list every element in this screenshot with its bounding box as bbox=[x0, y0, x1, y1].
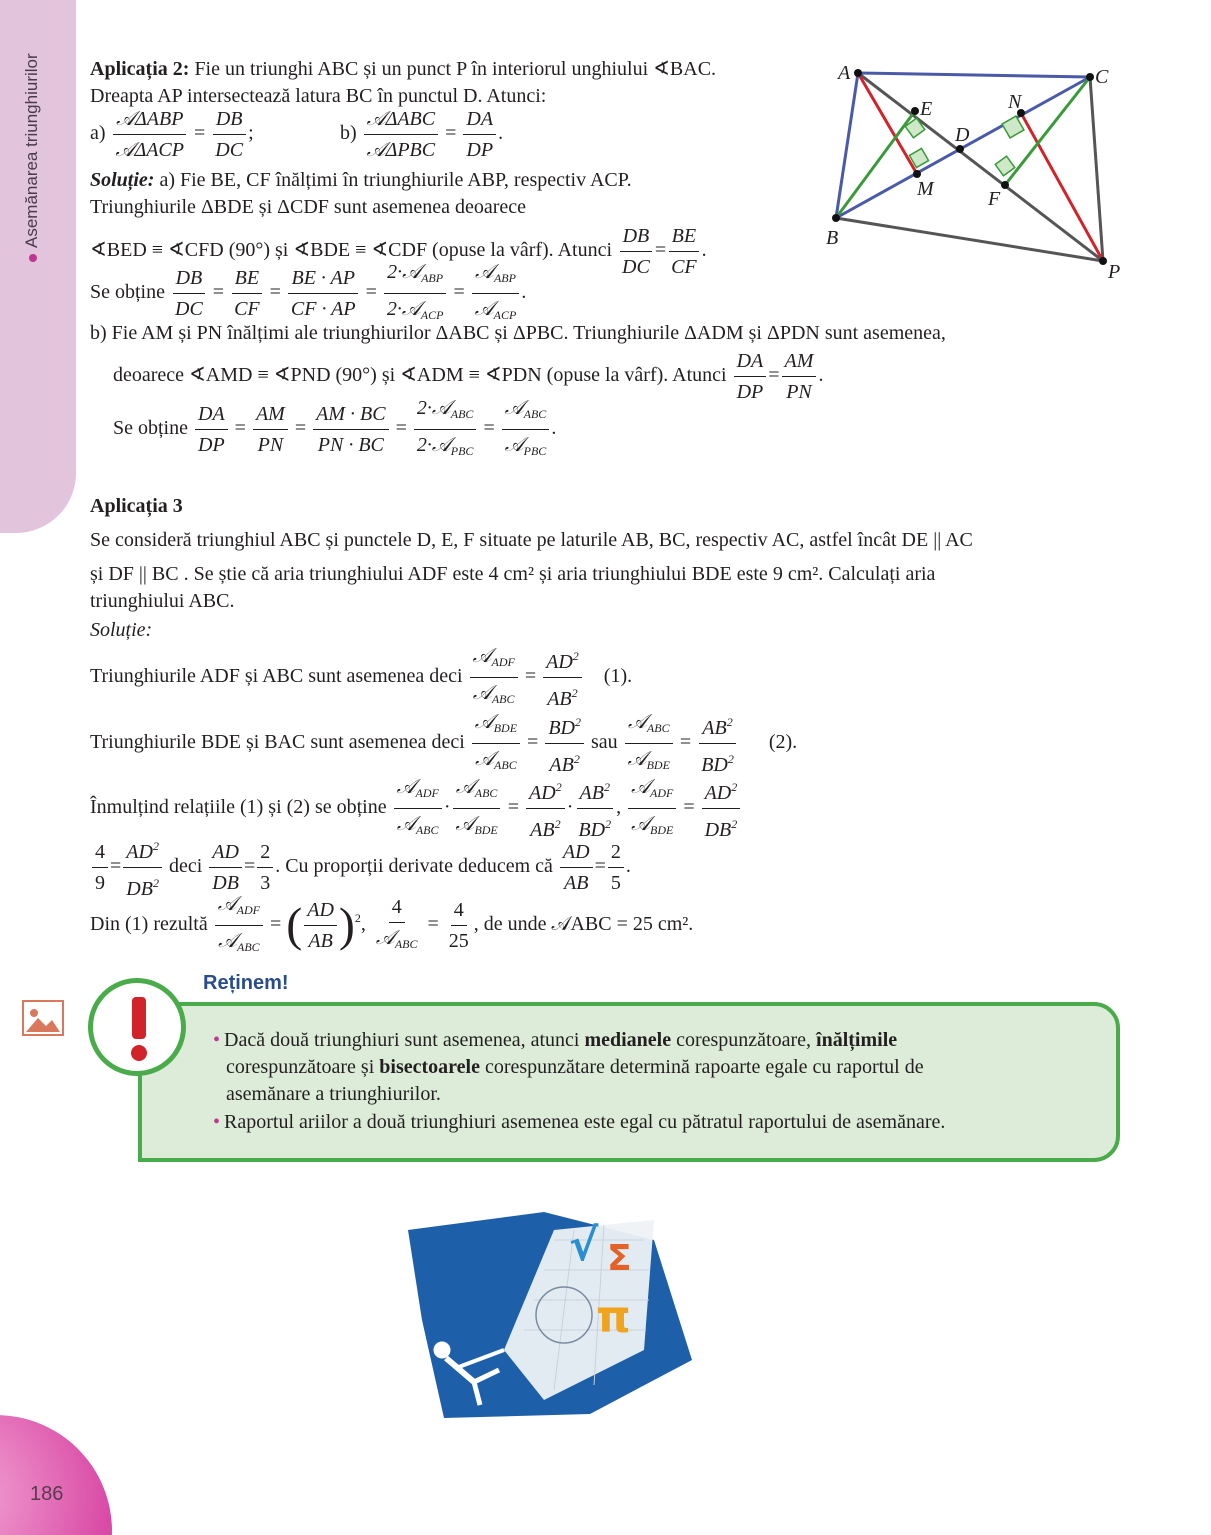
point-E bbox=[911, 107, 919, 115]
height-PN bbox=[1021, 113, 1103, 261]
bullet-dot-icon bbox=[29, 254, 37, 262]
page-corner-decoration bbox=[0, 1415, 112, 1535]
app3-title: Aplicația 3 bbox=[90, 495, 183, 517]
label-F: F bbox=[988, 188, 1001, 210]
point-M bbox=[913, 170, 921, 178]
point-F bbox=[1001, 181, 1009, 189]
chapter-label: Asemănarea triunghiurilor bbox=[22, 53, 42, 262]
app3-step5: Din (1) rezultă $\frac{𝒜_{ADF}}{𝒜_{ABC}}$ = ( $\frac{AD}{AB}$ )$^2$, $\frac{4}{𝒜_{ABC}}$ = $\frac{4}{25}$ , de unde 𝒜ABC = 25 cm². bbox=[90, 890, 693, 961]
image-icon bbox=[22, 1000, 64, 1036]
label-N: N bbox=[1008, 91, 1022, 113]
app3-line3: triunghiului ABC. bbox=[90, 590, 235, 612]
label-E: E bbox=[920, 98, 933, 120]
edge-AC bbox=[858, 73, 1090, 77]
app2-formula-a: a) $\frac{\text{𝒜ΔABP}}{\text{𝒜ΔACP}}$ = $\frac{DB}{DC}$ ; bbox=[90, 105, 254, 164]
label-D: D bbox=[955, 124, 970, 146]
svg-text:√: √ bbox=[569, 1220, 599, 1271]
app2-solution-a4: Se obține $\frac{DB}{DC}$ = $\frac{BE}{CF}$ = $\frac{BE \cdot AP}{CF \cdot AP}$ = $\frac{2\cdot 𝒜_{ABP}}{2\cdot 𝒜_{ACP}}$ = $\frac{𝒜_{ABP}}{𝒜_{ACP}}$ . bbox=[90, 258, 526, 329]
app3-line2: și DF || BC . Se știe că aria triunghiului ADF este 4 cm² și aria triunghiului BDE este 9 cm². Calculați aria bbox=[90, 563, 936, 585]
app3-step4: $\frac{4}{9}$ = $\frac{AD^2}{DB^2}$ deci $\frac{AD}{DB}$ = $\frac{2}{3}$ . Cu proporții derivate deducem că $\frac{AD}{AB}$ = $\frac{2}{5}$ . bbox=[90, 832, 631, 903]
exclamation-icon bbox=[88, 978, 186, 1076]
edge-BP bbox=[836, 218, 1103, 261]
note-title: Reținem! bbox=[203, 972, 289, 994]
label-B: B bbox=[826, 227, 839, 249]
label-C: C bbox=[1095, 66, 1109, 88]
app2-solution-b2: deoarece ∢AMD ≡ ∢PND (90°) și ∢ADM ≡ ∢PDN (opuse la vârf). Atunci $\frac{DA}{DP}$ = $\frac{AM}{PN}$ . bbox=[113, 347, 823, 406]
note-bullet-1-line3: asemănare a triunghiurilor. bbox=[226, 1083, 441, 1105]
label-M: M bbox=[917, 178, 934, 200]
point-D bbox=[956, 145, 964, 153]
app2-solution-b3: Se obține $\frac{DA}{DP}$ = $\frac{AM}{PN}$ = $\frac{AM \cdot BC}{PN \cdot BC}$ = $\frac{2\cdot 𝒜_{ABC}}{2\cdot 𝒜_{PBC}}$ = $\frac{𝒜_{ABC}}{𝒜_{PBC}}$ . bbox=[113, 394, 556, 465]
label-P: P bbox=[1108, 261, 1121, 283]
right-angle-mark bbox=[1002, 116, 1024, 138]
math-illustration bbox=[404, 1200, 694, 1420]
point-P bbox=[1099, 257, 1107, 265]
app2-solution-a3: ∢BED ≡ ∢CFD (90°) și ∢BDE ≡ ∢CDF (opuse la vârf). Atunci $\frac{DB}{DC}$ = $\frac{BE}{CF}$ . bbox=[90, 222, 707, 281]
app3-line1: Se consideră triunghiul ABC și punctele D, E, F situate pe laturile AB, BC, respectiv AC, astfel încât DE || AC bbox=[90, 529, 973, 551]
note-bullet-1-line1: • Dacă două triunghiuri sunt asemenea, atunci medianele corespunzătoare, înălțimile bbox=[213, 1029, 898, 1051]
note-bullet-1-line2: corespunzătoare și bisectoarele corespunzătare determină rapoarte egale cu raportul de bbox=[226, 1056, 924, 1078]
height-BE bbox=[836, 111, 915, 218]
app2-line2: Dreapta AP intersectează latura BC în punctul D. Atunci: bbox=[90, 85, 547, 107]
svg-text:π: π bbox=[596, 1292, 631, 1343]
app2-solution-b1: b) Fie AM și PN înălțimi ale triunghiurilor ΔABC și ΔPBC. Triunghiurile ΔADM și ΔPDN sunt asemenea, bbox=[90, 322, 946, 344]
app2-solution-a: Soluție: a) Fie BE, CF înălțimi în triunghiurile ABP, respectiv ACP. bbox=[90, 169, 632, 191]
app3-step2: Triunghiurile BDE și BAC sunt asemenea deci $\frac{𝒜_{BDE}}{𝒜_{ABC}}$ = $\frac{BD^2}{AB^2}$ sau $\frac{𝒜_{ABC}}{𝒜_{BDE}}$ = $\frac{AB^2}{BD^2}$ (2). bbox=[90, 708, 797, 779]
note-bullet-2: • Raportul ariilor a două triunghiuri asemenea este egal cu pătratul raportului de asemănare. bbox=[213, 1111, 946, 1133]
app2-formula-b: b) $\frac{\text{𝒜ΔABC}}{\text{𝒜ΔPBC}}$ = $\frac{DA}{DP}$ . bbox=[340, 105, 503, 164]
app2-line1: Aplicația 2: Fie un triunghi ABC și un punct P în interiorul unghiului ∢BAC. bbox=[90, 58, 717, 80]
app3-step3: Înmulțind relațiile (1) și (2) se obține $\frac{𝒜_{ADF}}{𝒜_{ABC}}$ · $\frac{𝒜_{ABC}}{𝒜_{BDE}}$ = $\frac{AD^2}{AB^2}$ · $\frac{AB^2}{BD^2}$ , $\frac{𝒜_{ADF}}{𝒜_{BDE}}$ = $\frac{AD^2}{DB^2}$ bbox=[90, 773, 742, 844]
point-B bbox=[832, 214, 840, 222]
quadrilateral-diagram bbox=[820, 55, 1130, 285]
edge-AB bbox=[836, 73, 858, 218]
line-AP bbox=[858, 73, 1103, 261]
app3-step1: Triunghiurile ADF și ABC sunt asemenea deci $\frac{𝒜_{ADF}}{𝒜_{ABC}}$ = $\frac{AD^2}{AB^2}$ (1). bbox=[90, 642, 632, 713]
point-A bbox=[854, 69, 862, 77]
point-C bbox=[1086, 73, 1094, 81]
app2-solution-a2: Triunghiurile ΔBDE și ΔCDF sunt asemenea deoarece bbox=[90, 196, 527, 218]
app3-solution-label: Soluție: bbox=[90, 619, 153, 641]
page-number: 186 bbox=[30, 1483, 64, 1505]
edge-CP bbox=[1090, 77, 1103, 261]
svg-text:Σ: Σ bbox=[607, 1238, 632, 1279]
label-A: A bbox=[838, 62, 851, 84]
right-angle-mark bbox=[995, 156, 1015, 176]
